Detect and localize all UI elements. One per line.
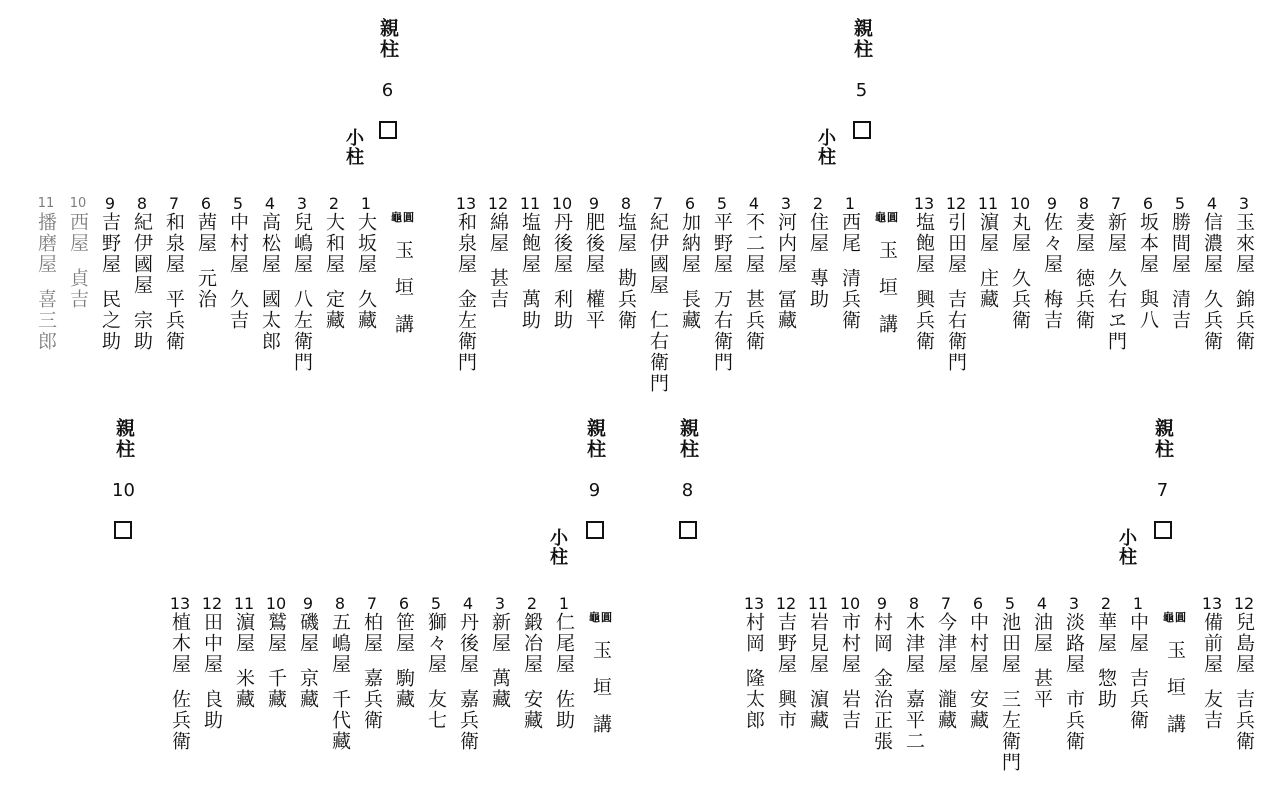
- donor-shop-name: 紀伊國屋: [131, 212, 153, 296]
- donor-shop-name: 濵屋: [233, 612, 255, 654]
- donor-number: 6: [972, 594, 984, 613]
- main-pillar-5: [852, 18, 871, 139]
- donor-person-name: 友七: [425, 689, 447, 731]
- donor-person-name: 萬藏: [489, 668, 511, 710]
- donor-number: 4: [462, 594, 474, 613]
- donor-number: 12: [487, 194, 509, 213]
- donor-number: 3: [494, 594, 506, 613]
- donor-entry: [998, 596, 1022, 773]
- donor-number: 2: [812, 194, 824, 213]
- donor-entry: [424, 596, 448, 752]
- donor-number: 2: [328, 194, 340, 213]
- donor-shop-name: 平野屋: [711, 212, 733, 275]
- donor-person-name: 佐助: [553, 689, 575, 731]
- donor-person-name: 隆太郎: [743, 668, 765, 731]
- donor-shop-name: 植木屋: [169, 612, 191, 675]
- donor-entry: [130, 196, 154, 373]
- donor-number: 10: [265, 594, 287, 613]
- donor-entry: [258, 196, 282, 373]
- small-pillar-label: 小柱: [815, 128, 836, 166]
- donor-number: 8: [908, 594, 920, 613]
- donor-shop-name: 加納屋: [679, 212, 701, 275]
- donor-person-name: 國太郎: [259, 289, 281, 352]
- donor-number: 7: [168, 194, 180, 213]
- donor-shop-name: 丹後屋: [457, 612, 479, 675]
- donor-person-name: 仁右衛門: [647, 310, 669, 394]
- donor-shop-name: 茜屋: [195, 212, 217, 254]
- donor-number: 6: [1142, 194, 1154, 213]
- main-pillar-number: 7: [1156, 480, 1169, 501]
- donor-number: 8: [1078, 194, 1090, 213]
- donor-person-name: 久吉: [227, 289, 249, 331]
- donor-person-name: 萬助: [519, 289, 541, 331]
- donor-person-name: 安藏: [521, 689, 543, 731]
- donor-shop-name: 綿屋: [487, 212, 509, 254]
- donor-person-name: 庄藏: [977, 268, 999, 310]
- donor-shop-name: 肥後屋: [583, 212, 605, 275]
- main-pillar-label: 親柱: [377, 18, 399, 60]
- donor-shop-name: 池田屋: [999, 612, 1021, 675]
- main-pillar-label: 親柱: [677, 418, 699, 460]
- donor-entry: [1094, 596, 1118, 773]
- donor-person-name: 万右衛門: [711, 289, 733, 373]
- donor-entry: [774, 596, 798, 773]
- donor-entry: [1168, 196, 1192, 394]
- donor-entry: [264, 596, 288, 752]
- donor-shop-name: 播磨屋: [35, 212, 57, 275]
- ko-tag: 龜圓: [589, 611, 613, 624]
- donor-number: 9: [302, 594, 314, 613]
- donor-number: 2: [1100, 594, 1112, 613]
- donor-number: 13: [169, 594, 191, 613]
- donor-person-name: 千藏: [265, 668, 287, 710]
- ko-column: [1158, 596, 1192, 773]
- donor-number: 5: [1004, 594, 1016, 613]
- ko-tag: 龜圓: [1163, 611, 1187, 624]
- donor-number: 9: [588, 194, 600, 213]
- donor-number: 10: [839, 594, 861, 613]
- donor-shop-name: 和泉屋: [455, 212, 477, 275]
- donor-number: 7: [1110, 194, 1122, 213]
- donor-shop-name: 高松屋: [259, 212, 281, 275]
- main-pillar-8: [678, 418, 697, 539]
- donor-entry: [98, 196, 122, 373]
- ko-tag: 龜圓: [391, 211, 415, 224]
- donor-shop-name: 新屋: [1105, 212, 1127, 254]
- donor-person-name: 權平: [583, 289, 605, 331]
- donor-person-name: 甚兵衛: [743, 289, 765, 352]
- donor-person-name: 嘉平二: [903, 689, 925, 752]
- donor-number: 3: [1068, 594, 1080, 613]
- donor-shop-name: 濵屋: [977, 212, 999, 254]
- donor-number: 4: [1206, 194, 1218, 213]
- donor-number: 3: [780, 194, 792, 213]
- donor-entry: [1232, 596, 1256, 773]
- donor-shop-name: 信濃屋: [1201, 212, 1223, 275]
- donor-number: 11: [233, 594, 255, 613]
- donor-person-name: 喜三郎: [35, 289, 57, 352]
- donor-number: 8: [136, 194, 148, 213]
- donor-number: 6: [684, 194, 696, 213]
- donor-shop-name: 柏屋: [361, 612, 383, 654]
- donor-number: 10: [551, 194, 573, 213]
- donor-group-bottom-right: [742, 596, 1256, 773]
- donor-group-top-left: [34, 196, 420, 373]
- donor-shop-name: 今津屋: [935, 612, 957, 675]
- donor-number: 2: [526, 594, 538, 613]
- donor-person-name: 元治: [195, 268, 217, 310]
- donor-person-name: 濵藏: [807, 689, 829, 731]
- donor-entry: [456, 596, 480, 752]
- donor-shop-name: 村岡: [871, 612, 893, 654]
- donor-person-name: 八左衛門: [291, 289, 313, 373]
- donor-number: 10: [1009, 194, 1031, 213]
- donor-shop-name: 大坂屋: [355, 212, 377, 275]
- donor-entry: [1104, 196, 1128, 394]
- donor-number: 3: [296, 194, 308, 213]
- donor-number: 5: [430, 594, 442, 613]
- pillar-square-icon: [114, 521, 132, 539]
- donor-entry: [520, 596, 544, 752]
- donor-person-name: 嘉兵衛: [457, 689, 479, 752]
- donor-shop-name: 吉野屋: [99, 212, 121, 275]
- donor-shop-name: 勝間屋: [1169, 212, 1191, 275]
- donor-number: 1: [1132, 594, 1144, 613]
- donor-entry: [614, 196, 638, 394]
- donor-person-name: 甚平: [1031, 668, 1053, 710]
- donor-person-name: 平兵衛: [163, 289, 185, 352]
- donor-person-name: 良助: [201, 689, 223, 731]
- donor-person-name: 岩吉: [839, 689, 861, 731]
- donor-entry: [838, 596, 862, 773]
- donor-person-name: 駒藏: [393, 668, 415, 710]
- donor-shop-name: 紀伊國屋: [647, 212, 669, 296]
- donor-shop-name: 佐々屋: [1041, 212, 1063, 275]
- donor-entry: [290, 196, 314, 373]
- donor-person-name: 與八: [1137, 289, 1159, 331]
- donor-person-name: 甚吉: [487, 268, 509, 310]
- donor-shop-name: 塩屋: [615, 212, 637, 254]
- donor-number: 10: [69, 196, 87, 211]
- donor-shop-name: 獅々屋: [425, 612, 447, 675]
- donor-shop-name: 大和屋: [323, 212, 345, 275]
- donor-person-name: 民之助: [99, 289, 121, 352]
- donor-entry: [1008, 196, 1032, 394]
- pillar-square-icon: [1154, 521, 1172, 539]
- donor-person-name: 金左衛門: [455, 289, 477, 373]
- donor-person-name: 利助: [551, 289, 573, 331]
- donor-number: 4: [264, 194, 276, 213]
- main-pillar-number: 9: [588, 480, 601, 501]
- donor-entry: [296, 596, 320, 752]
- donor-shop-name: 油屋: [1031, 612, 1053, 654]
- small-pillar-label: 小柱: [343, 128, 364, 166]
- donor-entry: [66, 196, 90, 373]
- donor-number: 11: [977, 194, 999, 213]
- donor-person-name: 千代藏: [329, 689, 351, 752]
- donor-entry: [966, 596, 990, 773]
- donor-number: 5: [1174, 194, 1186, 213]
- donor-person-name: 瀧藏: [935, 689, 957, 731]
- donor-entry: [774, 196, 798, 394]
- donor-entry: [226, 196, 250, 373]
- donor-shop-name: 丸屋: [1009, 212, 1031, 254]
- donor-entry: [806, 196, 830, 394]
- pillar-square-icon: [379, 121, 397, 139]
- donor-number: 7: [366, 594, 378, 613]
- donor-person-name: 安藏: [967, 689, 989, 731]
- donor-shop-name: 兒嶋屋: [291, 212, 313, 275]
- donor-entry: [194, 196, 218, 373]
- donor-number: 6: [398, 594, 410, 613]
- donor-number: 1: [360, 194, 372, 213]
- donor-entry: [976, 196, 1000, 394]
- donor-shop-name: 兒島屋: [1233, 612, 1255, 675]
- donor-person-name: 梅吉: [1041, 289, 1063, 331]
- main-pillar-label: 親柱: [1152, 418, 1174, 460]
- donor-shop-name: 磯屋: [297, 612, 319, 654]
- main-pillar-label: 親柱: [584, 418, 606, 460]
- main-pillar-number: 10: [112, 480, 135, 501]
- donor-number: 6: [200, 194, 212, 213]
- donor-person-name: 專助: [807, 268, 829, 310]
- donor-person-name: 久右ヱ門: [1105, 268, 1127, 352]
- donor-entry: [710, 196, 734, 394]
- donor-shop-name: 岩見屋: [807, 612, 829, 675]
- donor-shop-name: 淡路屋: [1063, 612, 1085, 675]
- donor-entry: [646, 196, 670, 394]
- ko-name: 玉垣講: [392, 240, 414, 351]
- donor-person-name: 佐兵衛: [169, 689, 191, 752]
- donor-person-name: 吉兵衛: [1233, 689, 1255, 752]
- donor-number: 12: [1233, 594, 1255, 613]
- donor-person-name: 吉右衛門: [945, 289, 967, 373]
- donor-entry: [162, 196, 186, 373]
- donor-person-name: 興兵衛: [913, 289, 935, 352]
- donor-number: 1: [844, 194, 856, 213]
- ko-name: 玉垣講: [590, 640, 612, 751]
- pillar-square-icon: [853, 121, 871, 139]
- donor-number: 4: [1036, 594, 1048, 613]
- donor-shop-name: 和泉屋: [163, 212, 185, 275]
- donor-number: 8: [620, 194, 632, 213]
- donor-shop-name: 不二屋: [743, 212, 765, 275]
- donor-entry: [200, 596, 224, 752]
- main-pillar-number: 6: [381, 80, 394, 101]
- donor-person-name: 宗助: [131, 310, 153, 352]
- donor-entry: [328, 596, 352, 752]
- donor-person-name: 冨藏: [775, 289, 797, 331]
- donor-entry: [838, 196, 862, 394]
- donor-entry: [1062, 596, 1086, 773]
- ko-name: 玉垣講: [1164, 640, 1186, 751]
- donor-number: 13: [743, 594, 765, 613]
- donor-number: 11: [807, 594, 829, 613]
- donor-shop-name: 引田屋: [945, 212, 967, 275]
- donor-entry: [392, 596, 416, 752]
- donor-group-bottom-left: [168, 596, 618, 752]
- donor-shop-name: 麦屋: [1073, 212, 1095, 254]
- donor-shop-name: 中村屋: [227, 212, 249, 275]
- donor-entry: [870, 596, 894, 773]
- donor-person-name: 興市: [775, 689, 797, 731]
- donor-entry: [322, 196, 346, 373]
- donor-number: 4: [748, 194, 760, 213]
- main-pillar-label: 親柱: [112, 418, 135, 460]
- donor-entry: [1232, 196, 1256, 394]
- donor-entry: [360, 596, 384, 752]
- donor-person-name: 久藏: [355, 289, 377, 331]
- donor-entry: [34, 196, 58, 373]
- small-pillar-label: 小柱: [547, 528, 568, 566]
- donor-shop-name: 市村屋: [839, 612, 861, 675]
- donor-entry: [1200, 596, 1224, 773]
- small-pillar-label: 小柱: [1116, 528, 1137, 566]
- donor-person-name: 久兵衛: [1201, 289, 1223, 352]
- donor-entry: [742, 196, 766, 394]
- donor-entry: [1072, 196, 1096, 394]
- donor-shop-name: 備前屋: [1201, 612, 1223, 675]
- donor-entry: [742, 596, 766, 773]
- donor-entry: [934, 596, 958, 773]
- donor-entry: [354, 196, 378, 373]
- donor-shop-name: 西屋: [67, 212, 89, 254]
- donor-entry: [806, 596, 830, 773]
- donor-entry: [486, 196, 510, 394]
- donor-number: 5: [232, 194, 244, 213]
- donor-shop-name: 新屋: [489, 612, 511, 654]
- donor-number: 9: [1046, 194, 1058, 213]
- pillar-square-icon: [679, 521, 697, 539]
- donor-number: 9: [104, 194, 116, 213]
- donor-number: 11: [37, 196, 55, 211]
- donor-shop-name: 坂本屋: [1137, 212, 1159, 275]
- donor-entry: [552, 596, 576, 752]
- ko-column: [584, 596, 618, 752]
- donor-person-name: 惣助: [1095, 668, 1117, 710]
- donor-person-name: 清吉: [1169, 289, 1191, 331]
- donor-shop-name: 鷲屋: [265, 612, 287, 654]
- donor-entry: [1136, 196, 1160, 394]
- donor-entry: [550, 196, 574, 394]
- donor-entry: [1040, 196, 1064, 394]
- ko-name: 玉垣講: [876, 240, 898, 351]
- donor-number: 7: [940, 594, 952, 613]
- donor-person-name: 清兵衛: [839, 268, 861, 331]
- donor-shop-name: 中屋: [1127, 612, 1149, 654]
- donor-number: 3: [1238, 194, 1250, 213]
- donor-shop-name: 田中屋: [201, 612, 223, 675]
- donor-shop-name: 塩飽屋: [913, 212, 935, 275]
- main-pillar-6: [378, 18, 397, 139]
- donor-person-name: 三左衛門: [999, 689, 1021, 773]
- donor-shop-name: 玉來屋: [1233, 212, 1255, 275]
- donor-number: 12: [945, 194, 967, 213]
- donor-number: 8: [334, 594, 346, 613]
- donor-person-name: 貞吉: [67, 268, 89, 310]
- donor-person-name: 京藏: [297, 668, 319, 710]
- donor-person-name: 徳兵衛: [1073, 268, 1095, 331]
- donor-person-name: 友吉: [1201, 689, 1223, 731]
- donor-person-name: 市兵衛: [1063, 689, 1085, 752]
- donor-number: 13: [1201, 594, 1223, 613]
- donor-person-name: 金治正張: [871, 668, 893, 752]
- donor-number: 1: [558, 594, 570, 613]
- main-pillar-label: 親柱: [851, 18, 873, 60]
- pillar-square-icon: [586, 521, 604, 539]
- donor-shop-name: 仁尾屋: [553, 612, 575, 675]
- main-pillar-10: [112, 418, 135, 539]
- donor-person-name: 久兵衛: [1009, 268, 1031, 331]
- donor-person-name: 米藏: [233, 668, 255, 710]
- donor-entry: [454, 196, 478, 394]
- donor-shop-name: 住屋: [807, 212, 829, 254]
- main-pillar-7: [1153, 418, 1172, 539]
- donor-shop-name: 鍛冶屋: [521, 612, 543, 675]
- donor-shop-name: 吉野屋: [775, 612, 797, 675]
- donor-person-name: 嘉兵衛: [361, 668, 383, 731]
- ko-column: [386, 196, 420, 373]
- donor-entry: [902, 596, 926, 773]
- donor-entry: [518, 196, 542, 394]
- main-pillar-number: 8: [681, 480, 694, 501]
- donor-entry: [944, 196, 968, 394]
- donor-number: 12: [201, 594, 223, 613]
- main-pillar-number: 5: [855, 80, 868, 101]
- donor-shop-name: 中村屋: [967, 612, 989, 675]
- donor-number: 13: [455, 194, 477, 213]
- donor-person-name: 錦兵衛: [1233, 289, 1255, 352]
- donor-entry: [168, 596, 192, 752]
- donor-number: 11: [519, 194, 541, 213]
- donor-entry: [678, 196, 702, 394]
- donor-shop-name: 木津屋: [903, 612, 925, 675]
- donor-number: 5: [716, 194, 728, 213]
- donor-shop-name: 塩飽屋: [519, 212, 541, 275]
- donor-shop-name: 丹後屋: [551, 212, 573, 275]
- donor-number: 7: [652, 194, 664, 213]
- donor-number: 12: [775, 594, 797, 613]
- donor-entry: [582, 196, 606, 394]
- donor-entry: [912, 196, 936, 394]
- donor-entry: [1030, 596, 1054, 773]
- donor-shop-name: 五嶋屋: [329, 612, 351, 675]
- donor-shop-name: 華屋: [1095, 612, 1117, 654]
- donor-shop-name: 村岡: [743, 612, 765, 654]
- donor-entry: [488, 596, 512, 752]
- donor-person-name: 長藏: [679, 289, 701, 331]
- donor-number: 9: [876, 594, 888, 613]
- donor-shop-name: 河内屋: [775, 212, 797, 275]
- donor-entry: [232, 596, 256, 752]
- donor-entry: [1126, 596, 1150, 773]
- ko-tag: 龜圓: [875, 211, 899, 224]
- donor-number: 13: [913, 194, 935, 213]
- donor-entry: [1200, 196, 1224, 394]
- donor-shop-name: 笹屋: [393, 612, 415, 654]
- donor-shop-name: 西尾: [839, 212, 861, 254]
- donor-person-name: 勘兵衛: [615, 268, 637, 331]
- donor-person-name: 定藏: [323, 289, 345, 331]
- main-pillar-9: [585, 418, 604, 539]
- donor-group-top-right: [454, 196, 1256, 394]
- ko-column: [870, 196, 904, 394]
- donor-person-name: 吉兵衛: [1127, 668, 1149, 731]
